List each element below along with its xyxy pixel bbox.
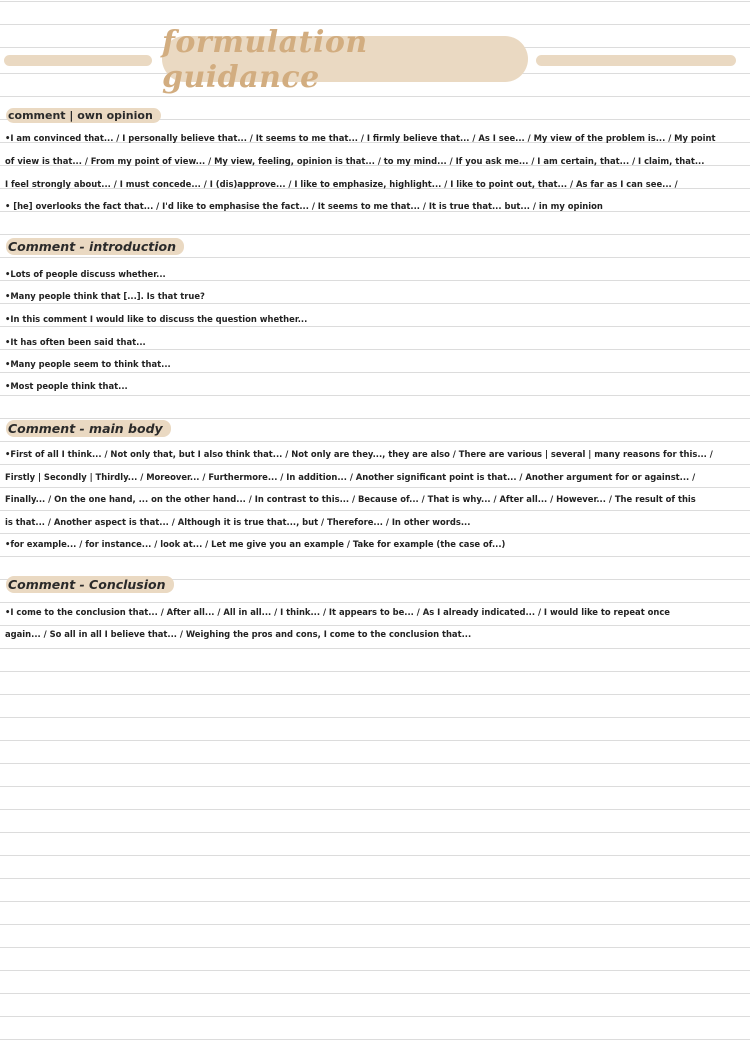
section-heading-main-body: Comment - main body (6, 420, 171, 437)
section-heading-conclusion: Comment - Conclusion (6, 576, 174, 593)
text-line: •for example... / for instance... / look at... / Let me give you an example / Take for example (the case of...) (5, 539, 506, 549)
page-title: formulation guidance (162, 25, 368, 95)
text-line: of view is that... / From my point of view... / My view, feeling, opinion is that... / to my mind... / If you ask me... / I am certain, that... / I claim, that... (5, 156, 705, 166)
text-line: Finally... / On the one hand, ... on the other hand... / In contrast to this... / Because of... / That is why... / After all... / However... / The result of this (5, 494, 696, 504)
text-line: •Many people think that [...]. Is that true? (5, 291, 205, 301)
title-banner (162, 25, 528, 95)
text-line: •Lots of people discuss whether... (5, 269, 166, 279)
text-line: again... / So all in all I believe that... / Weighing the pros and cons, I come to the conclusion that... (5, 629, 472, 639)
text-line: •It has often been said that... (5, 337, 146, 347)
text-line: •I am convinced that... / I personally believe that... / It seems to me that... / I firmly believe that... / As I see... / My view of the problem is... / My point (5, 133, 716, 143)
text-line: • [he] overlooks the fact that... / I'd like to emphasise the fact... / It seems to me that... / It is true that... but... / in my opinion (5, 201, 603, 211)
text-line: •Most people think that... (5, 381, 128, 391)
section-heading-introduction: Comment - introduction (6, 238, 184, 255)
text-line: •In this comment I would like to discuss the question whether... (5, 314, 308, 324)
text-line: •First of all I think... / Not only that, but I also think that... / Not only are they..., they are also / There are various | several | many reasons for this... / (5, 449, 713, 459)
text-line: Firstly | Secondly | Thirdly... / Moreover... / Furthermore... / In addition... / Another significant point is that... / Another argument for or against... / (5, 472, 696, 482)
text-line: I feel strongly about... / I must concede... / I (dis)approve... / I like to emphasize, highlight... / I like to point out, that... / As far as I can see... / (5, 179, 678, 189)
title-decoration-right (536, 55, 736, 66)
section-heading-own-opinion: comment | own opinion (6, 108, 161, 123)
text-line: •Many people seem to think that... (5, 359, 171, 369)
text-line: •I come to the conclusion that... / After all... / All in all... / I think... / It appears to be... / As I already indicated... / I would like to repeat once (5, 607, 670, 617)
text-line: is that... / Another aspect is that... / Although it is true that..., but / Therefore... / In other words... (5, 517, 471, 527)
title-decoration-left (4, 55, 152, 66)
